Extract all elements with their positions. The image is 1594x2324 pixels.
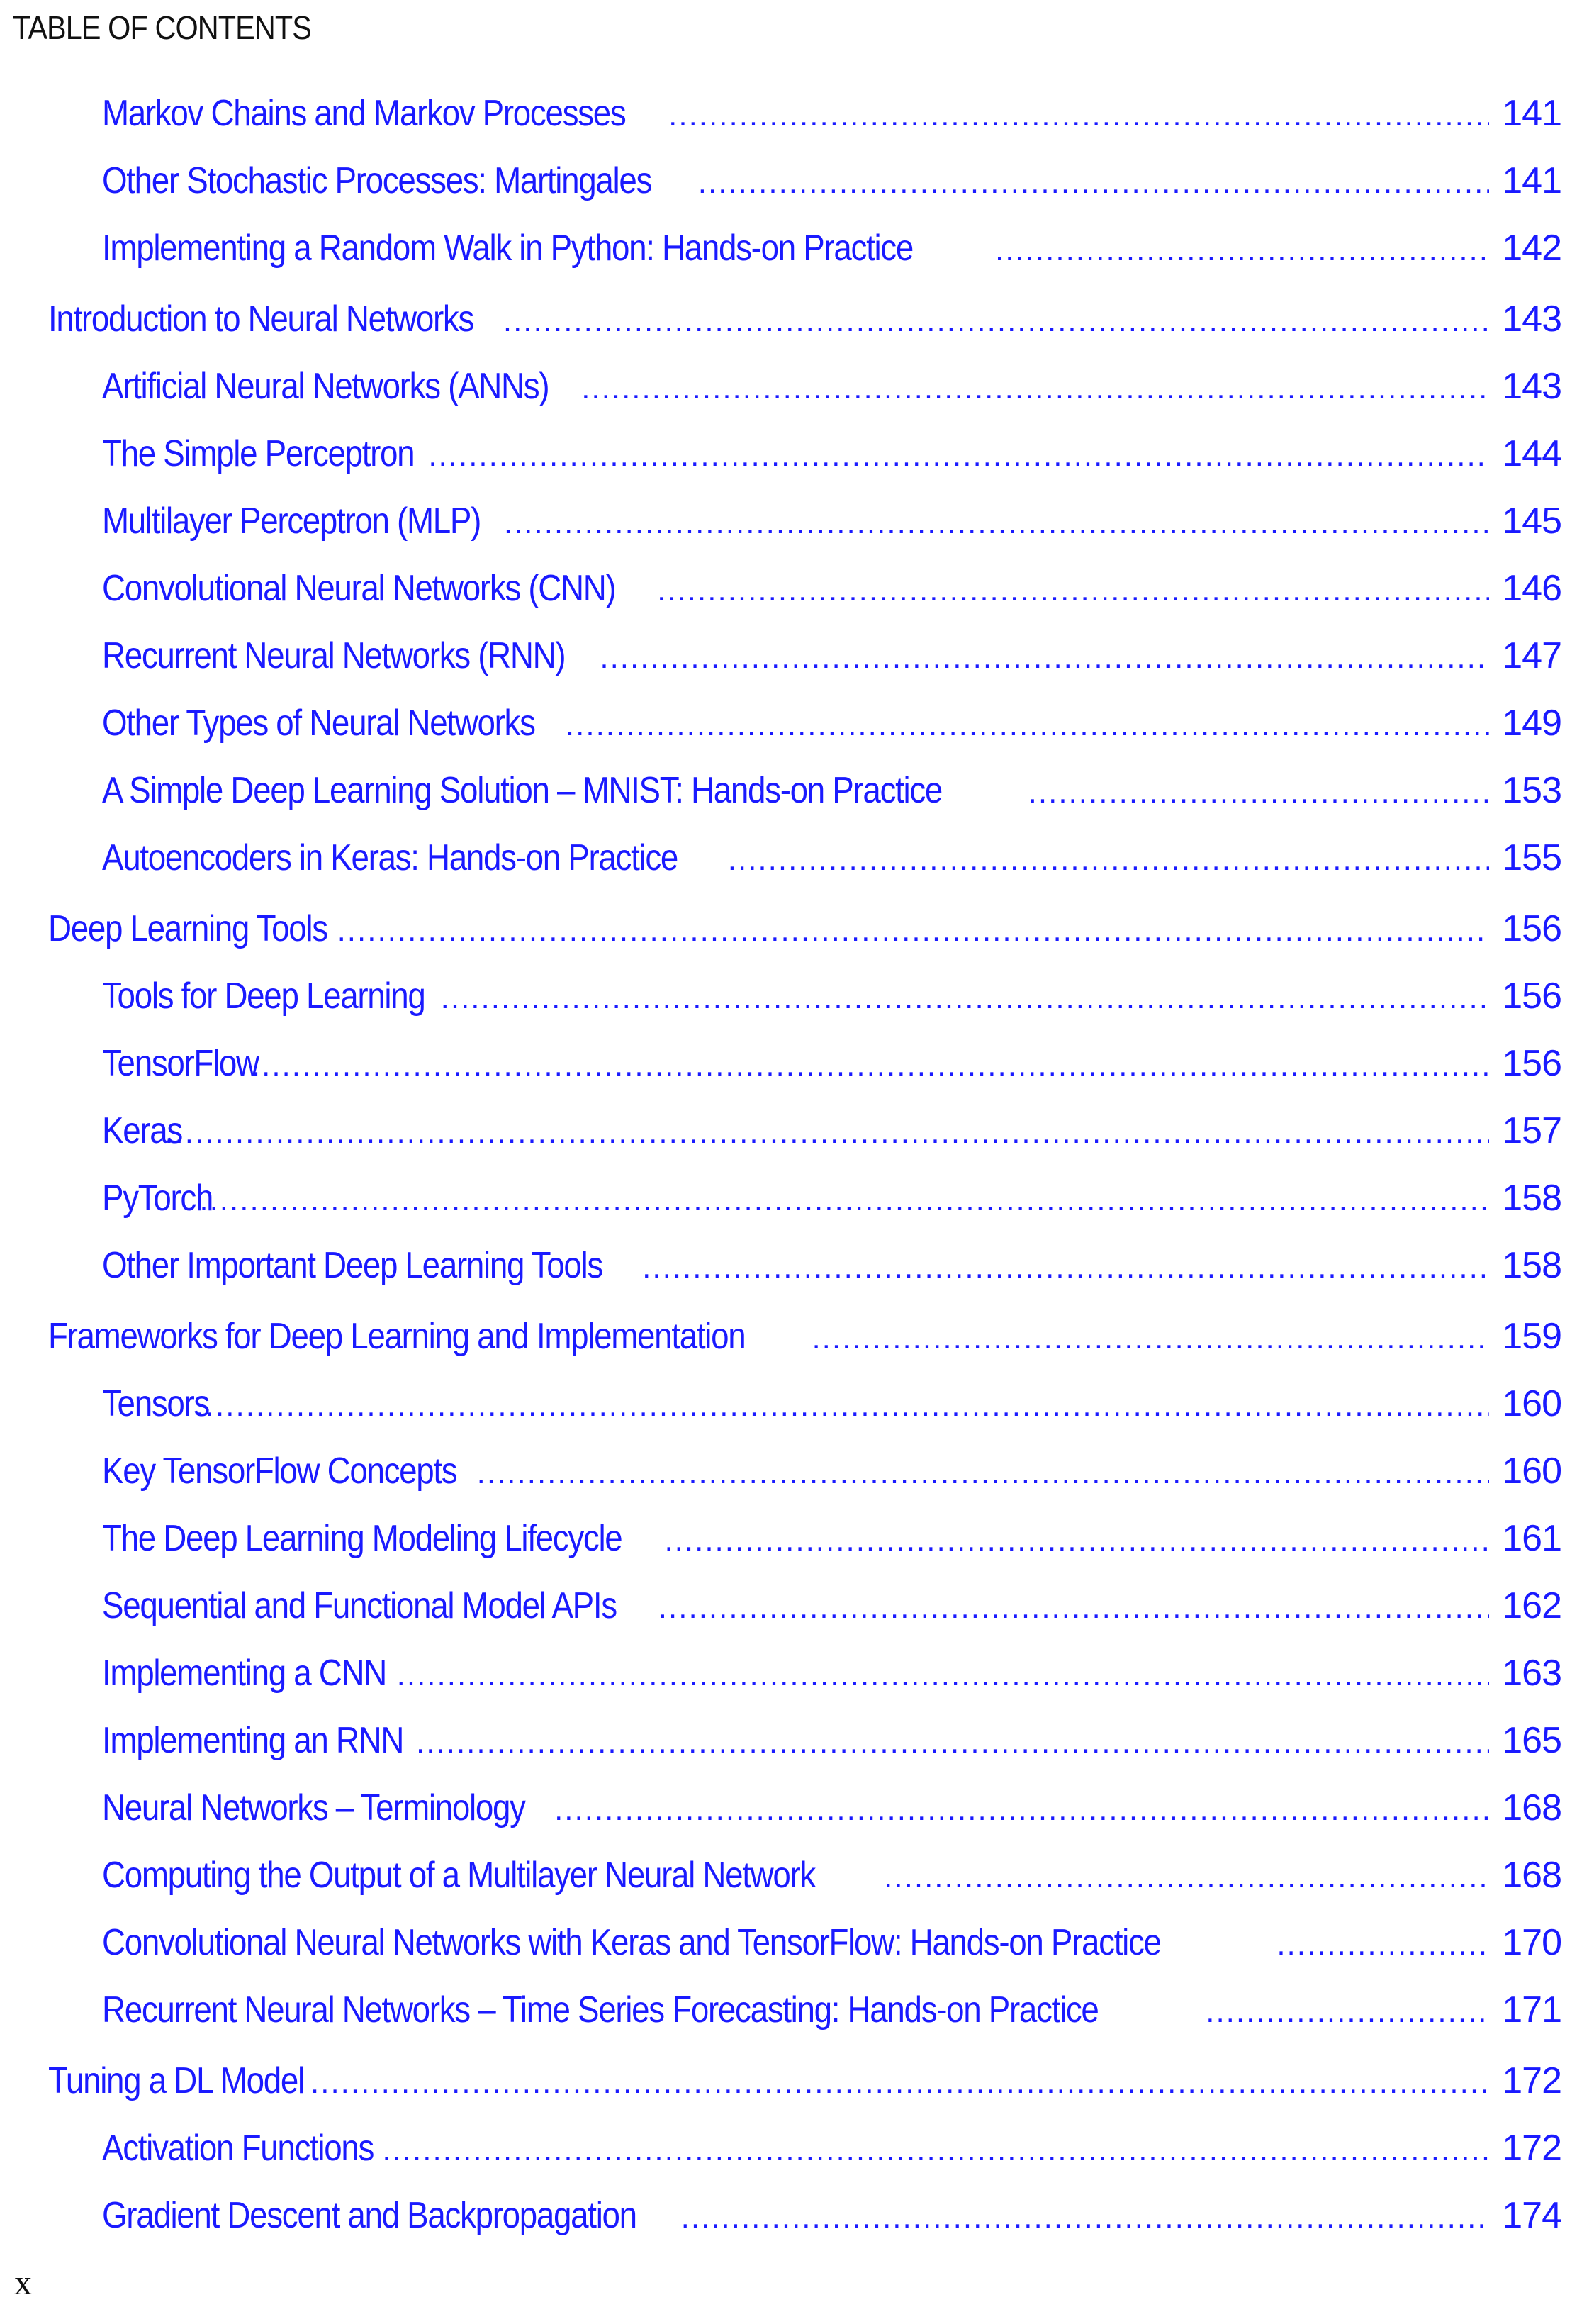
toc-entry-page: 153 <box>1502 770 1561 811</box>
toc-entry[interactable] <box>0 1042 1594 1099</box>
toc-entry[interactable] <box>0 1450 1594 1507</box>
toc-entry[interactable] <box>0 1315 1594 1372</box>
dot-leader <box>252 1048 1489 1083</box>
toc-entry-title: PyTorch <box>102 1178 213 1219</box>
toc-entry-page: 159 <box>1502 1316 1561 1357</box>
toc-entry-title: Sequential and Functional Model APIs <box>102 1585 617 1626</box>
toc-entry-page: 165 <box>1502 1720 1561 1761</box>
toc-entry-title: Other Stochastic Processes: Martingales <box>102 160 652 201</box>
toc-entry[interactable] <box>0 1719 1594 1776</box>
dot-leader <box>397 1658 1489 1693</box>
toc-entry-title: Deep Learning Tools <box>48 908 327 949</box>
toc-entry[interactable] <box>0 160 1594 216</box>
dot-leader <box>581 371 1489 406</box>
toc-entry-page: 158 <box>1502 1178 1561 1219</box>
dot-leader <box>1206 1994 1489 2030</box>
toc-entry-page: 160 <box>1502 1451 1561 1492</box>
toc-entry-page: 145 <box>1502 501 1561 542</box>
toc-entry[interactable] <box>0 2127 1594 2184</box>
toc-entry-title: Convolutional Neural Networks with Keras and TensorFlow: Hands-on Practice <box>102 1922 1161 1963</box>
toc-entry[interactable] <box>0 1585 1594 1641</box>
dot-leader <box>995 233 1489 268</box>
toc-entry[interactable] <box>0 1244 1594 1301</box>
toc-entry-page: 141 <box>1502 93 1561 134</box>
toc-entry-title: Neural Networks – Terminology <box>102 1787 525 1828</box>
toc-entry[interactable] <box>0 702 1594 759</box>
toc-entry[interactable] <box>0 365 1594 422</box>
toc-entry-title: Implementing a Random Walk in Python: Hands-on Practice <box>102 228 913 269</box>
toc-entry-title: Computing the Output of a Multilayer Neural Network <box>102 1855 815 1896</box>
toc-entry[interactable] <box>0 1787 1594 1843</box>
dot-leader <box>310 2065 1489 2101</box>
running-header: TABLE OF CONTENTS <box>13 9 311 46</box>
dot-leader <box>1276 1927 1489 1962</box>
toc-entry[interactable] <box>0 1854 1594 1911</box>
toc-entry-page: 142 <box>1502 228 1561 269</box>
toc-entry-title: Multilayer Perceptron (MLP) <box>102 501 481 542</box>
toc-entry-page: 163 <box>1502 1653 1561 1694</box>
dot-leader <box>664 1523 1489 1558</box>
toc-entry[interactable] <box>0 298 1594 354</box>
toc-entry-title: Other Important Deep Learning Tools <box>102 1245 602 1286</box>
toc-entry-title: Convolutional Neural Networks (CNN) <box>102 568 616 609</box>
dot-leader <box>1028 775 1489 810</box>
toc-entry[interactable] <box>0 227 1594 284</box>
dot-leader <box>600 640 1489 676</box>
toc-entry-page: 147 <box>1502 635 1561 676</box>
toc-entry-page: 149 <box>1502 703 1561 744</box>
toc-entry[interactable] <box>0 567 1594 624</box>
toc-entry-page: 155 <box>1502 837 1561 878</box>
toc-entry-title: Frameworks for Deep Learning and Implementation <box>48 1316 746 1357</box>
toc-entry[interactable] <box>0 1110 1594 1166</box>
toc-entry-page: 172 <box>1502 2060 1561 2101</box>
toc-entry-page: 162 <box>1502 1585 1561 1626</box>
page-number: x <box>14 2262 32 2302</box>
toc-entry-title: Keras <box>102 1110 182 1151</box>
toc-entry[interactable] <box>0 1177 1594 1234</box>
toc-entry-page: 160 <box>1502 1383 1561 1424</box>
toc-entry-page: 170 <box>1502 1922 1561 1963</box>
toc-entry-title: Tensors <box>102 1383 209 1424</box>
toc-entry-title: Tuning a DL Model <box>48 2060 304 2101</box>
toc-entry-title: Tools for Deep Learning <box>102 976 425 1017</box>
toc-entry-page: 156 <box>1502 1043 1561 1084</box>
dot-leader <box>504 505 1489 541</box>
toc-entry-title: Gradient Descent and Backpropagation <box>102 2195 636 2236</box>
dot-leader <box>196 1388 1489 1424</box>
toc-entry-page: 156 <box>1502 976 1561 1017</box>
dot-leader <box>477 1456 1489 1491</box>
toc-entry-title: Introduction to Neural Networks <box>48 298 474 340</box>
toc-entry[interactable] <box>0 1517 1594 1574</box>
dot-leader <box>199 1183 1489 1218</box>
toc-entry-title: Markov Chains and Markov Processes <box>102 93 626 134</box>
toc-entry-page: 146 <box>1502 568 1561 609</box>
toc-entry[interactable] <box>0 1921 1594 1978</box>
toc-entry-page: 168 <box>1502 1787 1561 1828</box>
toc-entry-title: The Simple Perceptron <box>102 433 415 474</box>
dot-leader <box>554 1792 1489 1828</box>
toc-entry-page: 157 <box>1502 1110 1561 1151</box>
toc-entry-page: 171 <box>1502 1989 1561 2030</box>
toc-entry-title: Other Types of Neural Networks <box>102 703 535 744</box>
toc-entry-title: The Deep Learning Modeling Lifecycle <box>102 1518 622 1559</box>
toc-entry-title: A Simple Deep Learning Solution – MNIST: Hands-on Practice <box>102 770 943 811</box>
toc-entry-title: Key TensorFlow Concepts <box>102 1451 457 1492</box>
dot-leader <box>884 1860 1489 1895</box>
dot-leader <box>668 98 1489 133</box>
toc-entry[interactable] <box>0 975 1594 1032</box>
dot-leader <box>657 573 1489 608</box>
toc-entry-page: 141 <box>1502 160 1561 201</box>
toc-entry[interactable] <box>0 500 1594 557</box>
toc-entry-page: 144 <box>1502 433 1561 474</box>
toc-entry[interactable] <box>0 837 1594 893</box>
toc-entry[interactable] <box>0 907 1594 964</box>
dot-leader <box>416 1725 1489 1760</box>
dot-leader <box>441 981 1489 1016</box>
dot-leader <box>503 303 1489 339</box>
toc-entry-page: 158 <box>1502 1245 1561 1286</box>
toc-entry-page: 168 <box>1502 1855 1561 1896</box>
dot-leader <box>698 165 1489 201</box>
dot-leader <box>337 913 1489 949</box>
toc-entry-title: Recurrent Neural Networks (RNN) <box>102 635 566 676</box>
toc-entry[interactable] <box>0 1989 1594 2045</box>
toc-entry-page: 161 <box>1502 1518 1561 1559</box>
dot-leader <box>382 2133 1489 2168</box>
toc-entry[interactable] <box>0 1382 1594 1439</box>
dot-leader <box>658 1590 1489 1626</box>
dot-leader <box>428 438 1489 474</box>
toc-entry-page: 174 <box>1502 2195 1561 2236</box>
toc-entry-page: 143 <box>1502 366 1561 407</box>
toc-entry[interactable] <box>0 769 1594 826</box>
dot-leader <box>681 2200 1489 2235</box>
dot-leader <box>728 842 1489 878</box>
toc-entry[interactable] <box>0 432 1594 489</box>
toc-entry-title: TensorFlow <box>102 1043 259 1084</box>
toc-entry-title: Artificial Neural Networks (ANNs) <box>102 366 549 407</box>
toc-entry[interactable] <box>0 92 1594 149</box>
toc-entry-page: 172 <box>1502 2128 1561 2169</box>
toc-entry-title: Recurrent Neural Networks – Time Series Forecasting: Hands-on Practice <box>102 1989 1099 2030</box>
dot-leader <box>566 708 1489 743</box>
toc-entry-title: Implementing a CNN <box>102 1653 386 1694</box>
toc-entry-title: Implementing an RNN <box>102 1720 404 1761</box>
dot-leader <box>642 1250 1489 1285</box>
toc-entry-title: Autoencoders in Keras: Hands-on Practice <box>102 837 678 878</box>
toc-entry[interactable] <box>0 2060 1594 2116</box>
dot-leader <box>164 1115 1489 1151</box>
toc-entry[interactable] <box>0 1652 1594 1709</box>
toc-entry-page: 156 <box>1502 908 1561 949</box>
toc-entry-page: 143 <box>1502 298 1561 340</box>
toc-entry-title: Activation Functions <box>102 2128 374 2169</box>
toc-entry[interactable] <box>0 2194 1594 2251</box>
dot-leader <box>812 1321 1489 1356</box>
toc-entry[interactable] <box>0 635 1594 691</box>
